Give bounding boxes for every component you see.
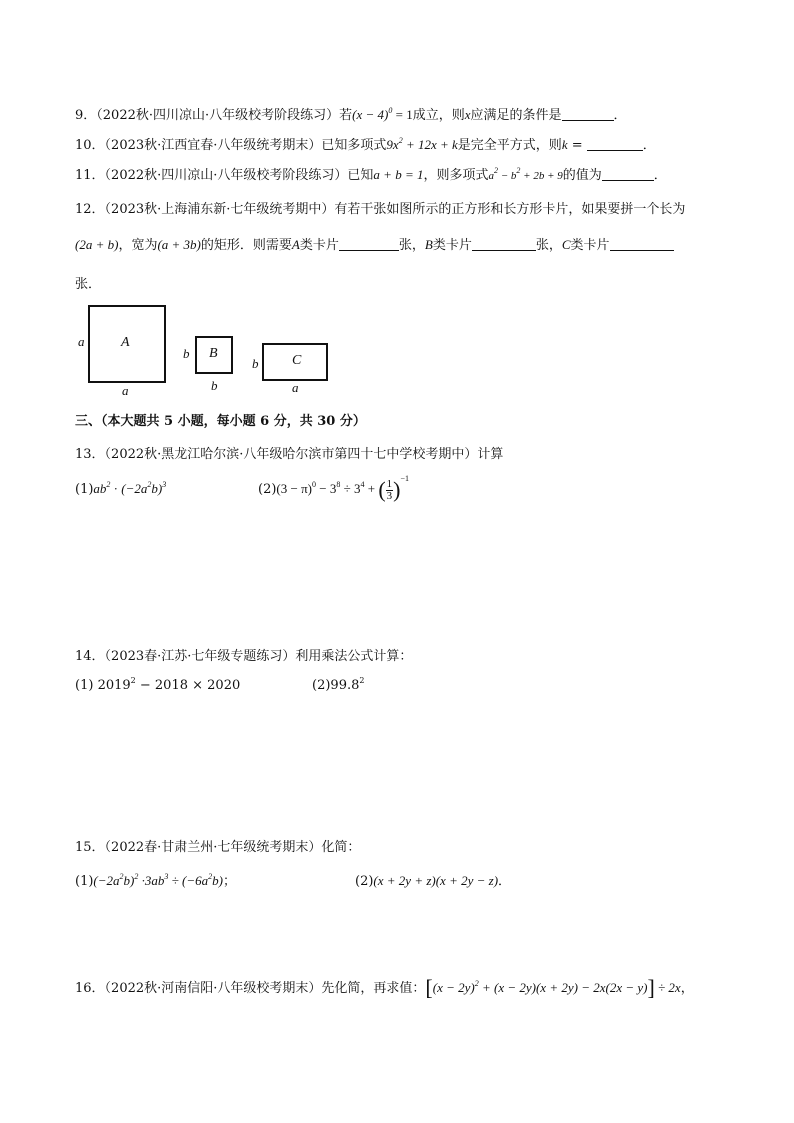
section-3-heading: 三、（本大题共 5 小题，每小题 6 分，共 30 分） [75, 414, 366, 429]
question-10: 10．（2023秋·江西宜春·八年级统考期末）已知多项式$9x^2 + 12x + k$是完全平方式，则k = ． [75, 136, 656, 153]
q14-number: 14． [75, 649, 105, 664]
q13-part1: $(1)ab^2 \cdot (-2a^2b)^3$ [75, 480, 167, 497]
q15-part2: (2)(x + 2y + z)(x + 2y − z)． [355, 873, 512, 889]
q9-source: （2022秋·四川凉山·八年级校考阶段练习） [96, 108, 340, 123]
q13-part2: $(2)(3 - \pi)^0 - 3^8 \div 3^4$ + ( $\frac{1}{3}$ )$^{-1}$ [258, 474, 409, 502]
q9-answer-blank[interactable] [562, 108, 614, 121]
q11-number: 11． [75, 168, 105, 183]
q12-source: （2023秋·上海浦东新·七年级统考期中） [104, 202, 335, 217]
q9-expression: $(x - 4)^0 = 1$ [352, 106, 413, 122]
card-b-bottom-label: b [211, 378, 218, 393]
q13-source: （2022秋·黑龙江哈尔滨·八年级哈尔滨市第四十七中学校考期中） [104, 447, 478, 462]
card-c-side-label: b [252, 356, 259, 371]
q11-polynomial: $a^2 - b^2 + 2b + 9$ [488, 166, 563, 182]
question-11: 11．（2022秋·四川凉山·八年级校考阶段练习）已知a + b = 1，则多项式$a^2 - b^2 + 2b + 9$的值为 ． [75, 166, 667, 183]
q14-source: （2023春·江苏·七年级专题练习） [104, 649, 296, 664]
card-c-bottom-label: a [292, 380, 299, 395]
question-15: 15．（2022春·甘肃兰州·七年级统考期末）化简： [75, 840, 361, 855]
q14-part2: (2)99.8$^2$ [312, 676, 365, 693]
q16-source: （2022秋·河南信阳·八年级校考期末） [104, 981, 322, 996]
question-9: 9．（2022秋·四川凉山·八年级校考阶段练习）若$(x - 4)^0 = 1$成立，则x应满足的条件是 ． [75, 106, 627, 123]
q15-number: 15． [75, 840, 105, 855]
q10-answer-blank[interactable] [587, 138, 643, 151]
q12-blank-a[interactable] [339, 238, 399, 251]
question-12-line1: 12．（2023秋·上海浦东新·七年级统考期中）有若干张如图所示的正方形和长方形卡片，如果要拼一个长为 [75, 202, 686, 217]
question-16: 16．（2022秋·河南信阳·八年级校考期末）先化简，再求值：$[(x - 2y)^2 + (x - 2y)(x + 2y) - 2x(2x - y)] \div 2x$， [75, 975, 694, 1000]
q11-condition: a + b = 1 [373, 167, 424, 182]
card-a-label: A [121, 335, 130, 350]
question-12-line2: (2a + b)，宽为(a + 3b)的矩形．则需要A类卡片 张，B类卡片 张，C类卡片 [75, 234, 674, 253]
card-a-side-label: a [78, 334, 85, 349]
q10-number: 10． [75, 138, 105, 153]
q11-answer-blank[interactable] [602, 168, 654, 181]
q13-number: 13． [75, 447, 105, 462]
card-c-label: C [292, 353, 302, 368]
question-14: 14．（2023春·江苏·七年级专题练习）利用乘法公式计算： [75, 649, 413, 664]
q15-source: （2022春·甘肃兰州·七年级统考期末） [104, 840, 322, 855]
question-13: 13．（2022秋·黑龙江哈尔滨·八年级哈尔滨市第四十七中学校考期中）计算 [75, 447, 504, 462]
q10-polynomial: $9x^2 + 12x + k$ [386, 136, 458, 152]
q14-part1: (1) $2019^2 - 2018 \times 2020$ [75, 676, 241, 693]
q10-source: （2023秋·江西宜春·八年级统考期末） [104, 138, 322, 153]
card-b-label: B [209, 346, 218, 361]
q16-number: 16． [75, 981, 105, 996]
card-b-side-label: b [183, 346, 190, 361]
question-12-line3: 张． [75, 277, 102, 292]
q12-blank-c[interactable] [610, 238, 674, 251]
q12-blank-b[interactable] [472, 238, 536, 251]
q16-expression: $[(x - 2y)^2 + (x - 2y)(x + 2y) - 2x(2x - y)] \div 2x$ [425, 975, 681, 1000]
q11-source: （2022秋·四川凉山·八年级校考阶段练习） [104, 168, 348, 183]
q9-number: 9． [75, 108, 97, 123]
card-a-bottom-label: a [122, 383, 129, 398]
q12-number: 12． [75, 202, 105, 217]
q15-part1: $(1)(-2a^2b)^2 \cdot 3ab^3 \div (-6a^2b)$； [75, 872, 236, 889]
